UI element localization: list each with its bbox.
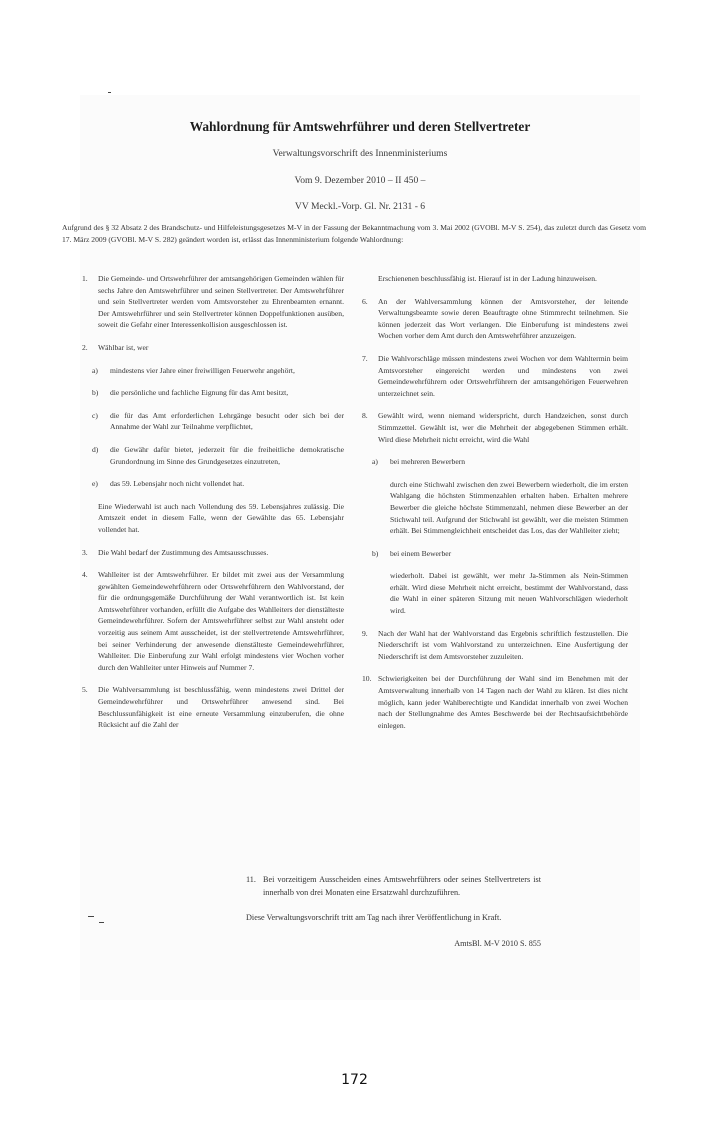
list-item: 4. Wahlleiter ist der Amtswehrführer. Er bildet mit zwei aus der Versammlung gewählten Gemeindewehrführern oder Ortswehrführern den Wahlvorstand, der für die ordnungsgemäße Durchführung der Wahl verantwortlich ist. Ist kein Amtswehrführer vorhanden, erfüllt die Aufgabe des Wahlleiters der dienstälteste Gemeindewehrführer. Sofern der Amtswehrführer selbst zur Wahl ansteht oder vorzeitig aus seinem Amt ausscheidet, ist der stellvertretende Amtswehrführer, bei seiner Verhinderung der anwesende dienstälteste Gemeindewehrführer, Wahlleiter. Die Einberufung zur Wahl erfolgt mindestens vier Wochen vorher durch den Wahlleiter unter Hinweis auf Nummer 7. xyxy=(82,570,344,672)
list-item: 1. Die Gemeinde- und Ortswehrführer der amtsangehörigen Gemeinden wählen für sechs Jahre den Amtswehrführer und seinen Stellvertreter. Der Amtswehrführer und sein Stellvertreter werden vom Amtsvorsteher zu Ehrenbeamten ernannt. Der Amtswehrführer und sein Stellvertreter können Doppelfunktionen ausüben, soweit die Gefahr einer Interessenkollision ausgeschlossen ist. xyxy=(82,274,344,330)
left-column xyxy=(82,273,344,742)
closing-section xyxy=(246,874,541,951)
list-item: 3. Die Wahl bedarf der Zustimmung des Amtsausschusses. xyxy=(82,547,269,557)
document-date-line: Vom 9. Dezember 2010 – II 450 – xyxy=(294,175,426,186)
list-item: 10. Schwierigkeiten bei der Durchführung der Wahl sind im Benehmen mit der Amtsverwaltung innerhalb von 14 Tagen nach der Wahl zu klären. Ist dies nicht möglich, kann jeder Wahlberechtigte und Kandidat innerhalb von zwei Wochen nach der Stellungnahme des Amtes Beschwerde bei der Rechtsaufsichtbehörde einlegen. xyxy=(362,674,628,730)
scan-speck xyxy=(108,92,111,93)
list-item: 7. Die Wahlvorschläge müssen mindestens zwei Wochen vor dem Wahltermin beim Amtsvorsteher eingereicht werden und mindestens von zwei Gemeindewehrführern oder Ortswehrführern der amtsangehörigen Feuerwehren unterzeichnet sein. xyxy=(362,353,628,398)
list-item: 2. Wählbar ist, wer xyxy=(82,342,149,352)
document-subtitle: Verwaltungsvorschrift des Innenministeriums xyxy=(272,148,448,159)
list-item: 5. Die Wahlversammlung ist beschlussfähig, wenn mindestens zwei Drittel der Gemeindewehrführer und Ortswehrführer anwesend sind. Bei Beschlussunfähigkeit ist eine erneute Versammlung einzuberufen, die ohne Rücksicht auf die Zahl der xyxy=(82,685,344,730)
scanned-page xyxy=(62,95,646,1000)
item-continuation: Eine Wiederwahl ist auch nach Vollendung des 59. Lebensjahres zulässig. Die Amtszeit endet in diesem Falle, wenn der Gewählte das 65. Lebensjahr vollendet hat. xyxy=(98,501,344,534)
sub-item: a) mindestens vier Jahre einer freiwilligen Feuerwehr angehört, xyxy=(92,365,295,375)
sub-item: a) bei mehreren Bewerbern xyxy=(372,457,466,467)
closing-statement: Diese Verwaltungsvorschrift tritt am Tag nach ihrer Veröffentlichung in Kraft. xyxy=(246,912,502,922)
sub-item-body: wiederholt. Dabei ist gewählt, wer mehr Ja-Stimmen als Nein-Stimmen erhält. Wird diese Mehrheit nicht erreicht, bestimmt der Wahlvorstand, dass die Wahl in einer späteren Sitzung mit neuen Wahlvorschlägen wiederholt wird. xyxy=(390,571,628,616)
sub-item: c) die für das Amt erforderlichen Lehrgänge besucht oder sich bei der Annahme der Wahl zur Teilnahme verpflichtet, xyxy=(92,410,344,432)
scan-speck xyxy=(88,916,94,917)
list-item: 6. An der Wahlversammlung können der Amtsvorsteher, der leitende Verwaltungsbeamte sowie deren Beauftragte ohne Stimmrecht teilnehmen. Sie können jederzeit das Wort verlangen. Die Einberufung ist mindestens zwei Wochen vorher dem Amt durch den Amtswehrführer anzuzeigen. xyxy=(362,296,628,341)
sub-item-body: durch eine Stichwahl zwischen den zwei Bewerbern wiederholt, die im ersten Wahlgang die höchsten Stimmenzahlen erhalten haben. Erhalten mehrere Bewerber die gleiche höchste Stimmenzahl, nehmen diese Bewerber an der Stichwahl teil. Aufgrund der Stichwahl ist gewählt, wer die meisten Stimmen erhält. Bei Stimmengleichheit entscheidet das Los, das der Wahlleiter zieht; xyxy=(390,479,628,536)
sub-item: e) das 59. Lebensjahr noch nicht vollendet hat. xyxy=(92,479,245,489)
document-reference: VV Meckl.-Vorp. Gl. Nr. 2131 - 6 xyxy=(294,201,426,212)
scan-speck xyxy=(99,922,104,923)
sub-item: b) bei einem Bewerber xyxy=(372,548,452,558)
item-continuation: Erschienenen beschlussfähig ist. Hierauf ist in der Ladung hinzuweisen. xyxy=(378,274,597,283)
list-item: 8. Gewählt wird, wenn niemand widerspricht, durch Handzeichen, sonst durch Stimmzettel. Gewählt ist, wer die Mehrheit der abgegebenen Stimmen erhält. Wird diese Mehrheit nicht erreicht, wird die Wahl xyxy=(362,411,628,444)
list-item: 9. Nach der Wahl hat der Wahlvorstand das Ergebnis schriftlich festzustellen. Die Niederschrift ist vom Wahlvorstand zu unterzeichnen. Eine Ausfertigung der Niederschrift ist dem Amtsvorsteher zuzuleiten. xyxy=(362,628,628,661)
page-number: 172 xyxy=(341,1072,368,1088)
sub-item: b) die persönliche und fachliche Eignung für das Amt besitzt, xyxy=(92,388,289,398)
intro-paragraph: Aufgrund des § 32 Absatz 2 des Brandschutz- und Hilfeleistungsgesetzes M-V in der Fassung der Bekanntmachung vom 3. Mai 2002 (GVOBl. M-V S. 254), das zuletzt durch das Gesetz vom 17. März 2009 (GVOBl. M-V S. 282) geändert worden ist, erlässt das Innenministerium folgende Wahlordnung: xyxy=(62,223,646,244)
list-item: 11. Bei vorzeitigem Ausscheiden eines Amtswehrführers oder seines Stellvertreters ist innerhalb von drei Monaten eine Ersatzwahl durchzuführen. xyxy=(246,875,541,897)
right-column xyxy=(362,273,628,742)
source-citation: AmtsBl. M-V 2010 S. 855 xyxy=(454,939,541,949)
sub-item: d) die Gewähr dafür bietet, jederzeit für die freiheitliche demokratische Grundordnung im Sinne des Grundgesetzes einzutreten, xyxy=(92,444,344,466)
document-title: Wahlordnung für Amtswehrführer und deren Stellvertreter xyxy=(189,119,531,134)
